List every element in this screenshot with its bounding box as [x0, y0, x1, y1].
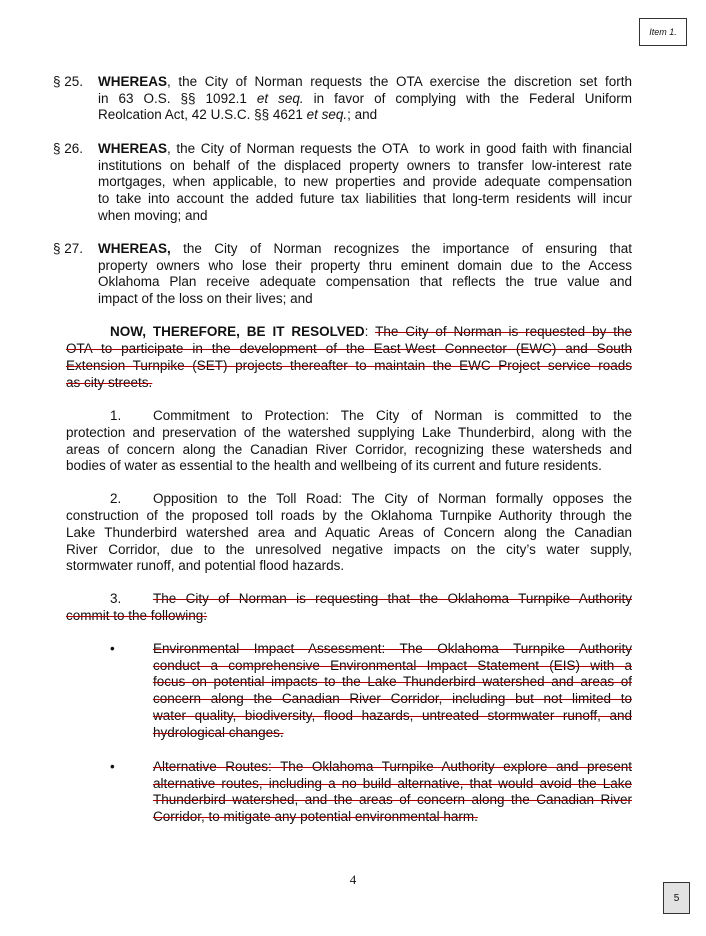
resolved-struck-line: OTA to participate in the development of the East-West Connector (EWC) and South [66, 341, 632, 356]
page-number: 4 [349, 872, 357, 887]
bullet-line: concern along the Canadian River Corridor, including but not limited to [153, 691, 632, 707]
paragraph-line [98, 291, 313, 308]
paragraph-line [98, 274, 632, 291]
paragraph-line [98, 91, 632, 108]
paragraph-text: , the City of Norman requests the OTA exercise the discretion set forth [167, 74, 632, 89]
bullet-icon: • [110, 641, 115, 656]
item-number: 2. [110, 491, 122, 506]
resolved-first-line [66, 324, 632, 341]
item-2-first-line [66, 491, 632, 508]
bullet-line: Environmental Impact Assessment: The Oklahoma Turnpike Authority [153, 641, 632, 656]
whereas-keyword: WHEREAS [98, 141, 168, 156]
paragraph-text: to take into account the added future tax liabilities that long-term residents will incur [98, 191, 632, 207]
item-label: Item 1. [649, 27, 677, 37]
item-text: Commitment to Protection: The City of Norman is committed to the [153, 408, 632, 423]
resolved-struck-line: Extension Turnpike (SET) projects thereafter to maintain the EWC Project service roads [66, 358, 632, 373]
bullet-icon: • [110, 759, 115, 774]
paragraph-line [98, 208, 208, 225]
paragraph-text: in favor of complying with the Federal Uniform [303, 90, 632, 106]
packet-page-box [663, 882, 690, 914]
whereas-keyword: WHEREAS [98, 74, 168, 89]
paragraph-line [98, 241, 632, 258]
bullet-line: Alternative Routes: The Oklahoma Turnpike Authority explore and present [153, 759, 632, 774]
item-number: 3. [110, 591, 122, 606]
bullet-line: alternative routes, including a no build alternative, that would avoid the Lake [153, 775, 632, 791]
paragraph-line [98, 74, 632, 91]
bullet-line: Thunderbird watershed, and the areas of concern along the Canadian River [153, 792, 632, 808]
item-number: 1. [110, 408, 122, 423]
italic-text: et seq. [306, 107, 348, 123]
section-number: § 27. [53, 241, 84, 256]
item-line: bodies of water as essential to the health and wellbeing of its current and future residents. [66, 458, 602, 473]
section-number: § 26. [53, 141, 84, 156]
paragraph-line [98, 174, 632, 191]
bullet-line: water quality, biodiversity, flood hazards, untreated stormwater runoff, and [153, 707, 632, 723]
paragraph-text: Reolcation Act, 42 U.S.C. §§ 4621 [98, 107, 307, 123]
paragraph-line [98, 258, 632, 275]
paragraph-text: ; and [347, 107, 378, 123]
item-line: areas of concern along the Canadian River Corridor, recognizing these watersheds and [66, 442, 632, 457]
paragraph-line [98, 191, 632, 208]
resolved-struck-text: The City of Norman is requested by the [375, 324, 633, 339]
paragraph-text: when moving; and [98, 207, 208, 223]
item-line: Lake Thunderbird watershed area and Aquatic Areas of Concern along the Canadian [66, 525, 632, 540]
paragraph-text: the City of Norman recognizes the importance of ensuring that [170, 241, 632, 256]
section-number: § 25. [53, 74, 84, 89]
bullet-line: Corridor, to mitigate any potential environmental harm. [153, 809, 478, 825]
item-1-first-line [66, 408, 632, 425]
paragraph-text: institutions on behalf of the displaced property owners to transfer low-interest rate [98, 157, 632, 173]
resolved-struck-line: as city streets. [66, 375, 153, 390]
paragraph-text: impact of the loss on their lives; and [98, 291, 313, 307]
bullet-line: hydrological changes. [153, 724, 284, 740]
item-line: commit to the following: [66, 608, 208, 623]
item-3-first-line [66, 591, 632, 608]
paragraph-text: Oklahoma Plan receive adequate compensation that reflects the true value and [98, 274, 632, 290]
paragraph-line [98, 141, 632, 158]
item-line: protection and preservation of the watershed supplying Lake Thunderbird, along with the [66, 425, 632, 440]
resolved-lead: NOW, THEREFORE, BE IT RESOLVED [110, 324, 365, 339]
paragraph-line [98, 158, 632, 175]
item-text: Opposition to the Toll Road: The City of Norman formally opposes the [153, 491, 632, 506]
paragraph-line [98, 107, 377, 124]
paragraph-text: in 63 O.S. §§ 1092.1 [98, 90, 257, 106]
paragraph-text: , the City of Norman requests the OTA to work in good faith with financial [167, 141, 632, 156]
paragraph-text: property owners who lose their property thru eminent domain due to the Access [98, 257, 632, 273]
bullet-line: focus on potential impacts to the Lake Thunderbird watershed and areas of [153, 674, 632, 690]
italic-text: et seq. [256, 90, 304, 106]
paragraph-text: mortgages, when applicable, to new properties and provide adequate compensation [98, 174, 632, 190]
item-line: stormwater runoff, and potential flood hazards. [66, 558, 345, 573]
resolved-colon: : [364, 324, 369, 339]
item-line: construction of the proposed toll roads by the Oklahoma Turnpike Authority through the [66, 508, 632, 523]
bullet-line: conduct a comprehensive Environmental Impact Statement (EIS) with a [153, 657, 632, 673]
item-text: The City of Norman is requesting that the Oklahoma Turnpike Authority [153, 591, 632, 606]
packet-page-number: 5 [673, 892, 680, 904]
item-line: River Corridor, due to the unresolved negative impacts on the city’s water supply, [66, 542, 632, 557]
item-label-box [639, 18, 687, 46]
whereas-keyword: WHEREAS, [98, 241, 171, 256]
